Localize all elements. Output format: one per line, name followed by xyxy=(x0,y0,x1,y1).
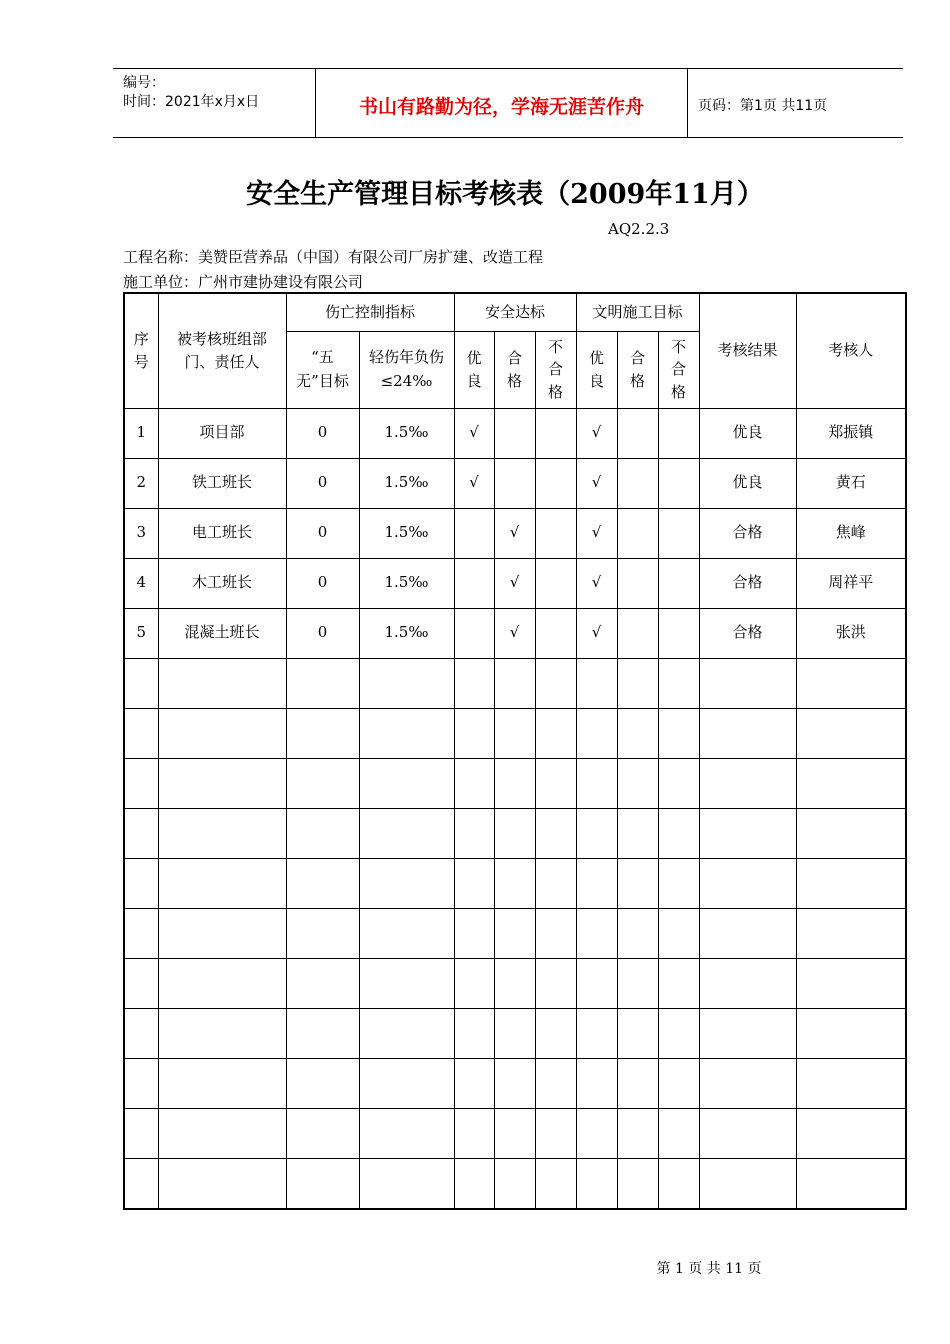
cell-civil-fail xyxy=(658,558,699,608)
header-civil: 文明施工目标 xyxy=(576,293,699,331)
cell-safety-fail xyxy=(535,458,576,508)
header-assessor: 考核人 xyxy=(796,293,906,408)
page-footer: 第 1 页 共 11 页 xyxy=(656,1261,762,1277)
cell-seq: 1 xyxy=(124,408,158,458)
cell-safety-pass: √ xyxy=(494,508,535,558)
table-row xyxy=(124,458,906,508)
empty-row xyxy=(124,1108,906,1158)
cell-assessor: 张洪 xyxy=(796,608,906,658)
document-title: 安全生产管理目标考核表（2009年11月） xyxy=(246,179,764,210)
cell-safety-pass xyxy=(494,458,535,508)
header-civil-excellent: 优良 xyxy=(576,331,617,408)
cell-seq: 4 xyxy=(124,558,158,608)
empty-row xyxy=(124,958,906,1008)
empty-row xyxy=(124,1058,906,1108)
cell-seq: 2 xyxy=(124,458,158,508)
page-label: 页码：第1页 共11页 xyxy=(698,98,828,114)
empty-row xyxy=(124,758,906,808)
cell-team: 木工班长 xyxy=(158,558,286,608)
cell-civil-fail xyxy=(658,608,699,658)
cell-safety-pass: √ xyxy=(494,608,535,658)
empty-row xyxy=(124,708,906,758)
cell-assessor: 焦峰 xyxy=(796,508,906,558)
cell-safety-excellent: √ xyxy=(454,458,494,508)
table-row xyxy=(124,508,906,558)
cell-result: 优良 xyxy=(699,458,796,508)
empty-row xyxy=(124,1158,906,1209)
header-safety: 安全达标 xyxy=(454,293,576,331)
cell-injury: 1.5‰ xyxy=(359,408,454,458)
cell-team: 项目部 xyxy=(158,408,286,458)
cell-result: 合格 xyxy=(699,608,796,658)
cell-safety-pass: √ xyxy=(494,558,535,608)
cell-team: 铁工班长 xyxy=(158,458,286,508)
cell-wuwu: 0 xyxy=(286,508,359,558)
cell-safety-fail xyxy=(535,558,576,608)
assessment-table xyxy=(123,292,907,1210)
motto: 书山有路勤为径，学海无涯苦作舟 xyxy=(316,69,688,137)
table-row xyxy=(124,558,906,608)
cell-result: 优良 xyxy=(699,408,796,458)
cell-seq: 3 xyxy=(124,508,158,558)
cell-safety-excellent xyxy=(454,608,494,658)
cell-civil-fail xyxy=(658,458,699,508)
cell-wuwu: 0 xyxy=(286,408,359,458)
empty-row xyxy=(124,858,906,908)
cell-civil-excellent: √ xyxy=(576,408,617,458)
project-name: 工程名称：美赞臣营养品（中国）有限公司厂房扩建、改造工程 xyxy=(123,248,544,266)
header-civil-fail: 不合格 xyxy=(658,331,699,408)
cell-civil-fail xyxy=(658,508,699,558)
cell-civil-pass xyxy=(617,458,658,508)
document-code: AQ2.2.3 xyxy=(608,220,670,238)
cell-injury: 1.5‰ xyxy=(359,608,454,658)
header-band xyxy=(113,68,903,138)
header-seq: 序号 xyxy=(124,293,158,408)
cell-civil-pass xyxy=(617,608,658,658)
cell-assessor: 周祥平 xyxy=(796,558,906,608)
header-injury: 轻伤年负伤≤24‰ xyxy=(359,331,454,408)
header-team: 被考核班组部门、责任人 xyxy=(158,293,286,408)
cell-civil-excellent: √ xyxy=(576,458,617,508)
cell-wuwu: 0 xyxy=(286,558,359,608)
cell-wuwu: 0 xyxy=(286,608,359,658)
header-wuwu: “五无”目标 xyxy=(286,331,359,408)
cell-civil-pass xyxy=(617,508,658,558)
contractor-name: 施工单位：广州市建协建设有限公司 xyxy=(123,273,364,291)
serial-label: 编号： xyxy=(123,75,165,91)
cell-civil-excellent: √ xyxy=(576,558,617,608)
empty-row xyxy=(124,1008,906,1058)
header-meta xyxy=(113,69,316,137)
time-label: 时间：2021年x月x日 xyxy=(123,94,260,110)
header-safety-fail: 不合格 xyxy=(535,331,576,408)
cell-safety-fail xyxy=(535,608,576,658)
cell-assessor: 黄石 xyxy=(796,458,906,508)
cell-team: 电工班长 xyxy=(158,508,286,558)
table-row xyxy=(124,408,906,458)
cell-injury: 1.5‰ xyxy=(359,508,454,558)
cell-injury: 1.5‰ xyxy=(359,558,454,608)
header-result: 考核结果 xyxy=(699,293,796,408)
empty-row xyxy=(124,808,906,858)
cell-safety-fail xyxy=(535,508,576,558)
cell-result: 合格 xyxy=(699,558,796,608)
cell-injury: 1.5‰ xyxy=(359,458,454,508)
cell-result: 合格 xyxy=(699,508,796,558)
cell-assessor: 郑振镇 xyxy=(796,408,906,458)
cell-civil-pass xyxy=(617,558,658,608)
cell-safety-fail xyxy=(535,408,576,458)
header-casualty: 伤亡控制指标 xyxy=(286,293,454,331)
header-civil-pass: 合格 xyxy=(617,331,658,408)
cell-civil-fail xyxy=(658,408,699,458)
cell-safety-excellent: √ xyxy=(454,408,494,458)
cell-wuwu: 0 xyxy=(286,458,359,508)
cell-seq: 5 xyxy=(124,608,158,658)
empty-row xyxy=(124,658,906,708)
cell-safety-excellent xyxy=(454,558,494,608)
table-row xyxy=(124,608,906,658)
cell-civil-excellent: √ xyxy=(576,508,617,558)
header-safety-excellent: 优良 xyxy=(454,331,494,408)
cell-safety-pass xyxy=(494,408,535,458)
cell-team: 混凝土班长 xyxy=(158,608,286,658)
cell-safety-excellent xyxy=(454,508,494,558)
empty-row xyxy=(124,908,906,958)
cell-civil-excellent: √ xyxy=(576,608,617,658)
header-safety-pass: 合格 xyxy=(494,331,535,408)
cell-civil-pass xyxy=(617,408,658,458)
